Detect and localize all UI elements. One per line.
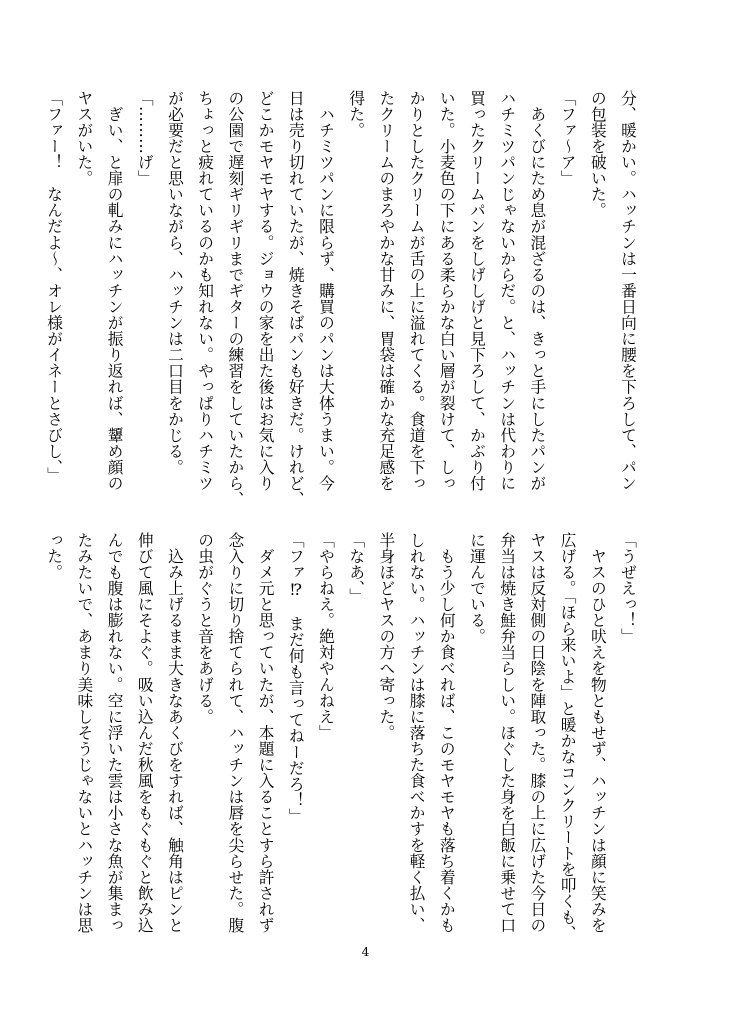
text-line: ちょっと疲れているのかも知れない。やっぱりハチミツ [196,90,216,492]
text-line: どこかモヤモヤする。ジョウの家を出た後はお気に入り [256,90,276,492]
text-line: の包装を破いた。 [588,90,608,219]
text-line: ダメ元と思っていたが、本題に入ることすら許されず [256,532,276,934]
text-line: あくびにため息が混ざるのは、きっと手にしたパンが [528,90,548,492]
text-line: 「うぜえっ！」 [619,532,638,645]
text-line: った。 [45,532,65,581]
text-line: 「なあ、」 [347,532,367,605]
text-line: ハチミツパンに限らず、購買のパンは大体うまい。今 [316,90,336,492]
text-line: ヤスは反対側の日陰を陣取った。膝の上に広げた今日の [528,532,548,934]
text-line: 「………げ」 [135,90,155,187]
text-line: ヤスのひと吠えを物ともせず、ハッチンは顔に笑みを [588,532,608,934]
text-line: 得た。 [347,90,367,139]
text-line: 分、暖かい。ハッチンは一番日向に腰を下ろして、パン [619,90,638,492]
text-line: 広げる。「ほら来いよ」と暖かなコンクリートを叩くも、 [558,532,578,942]
text-line: しれない。ハッチンは膝に落ちた食べかすを軽く払い、 [407,532,427,934]
text-line: の虫がぐうと音をあげる。 [196,532,216,725]
text-line: かりとしたクリームが舌の上に溢れてくる。食道を下っ [407,90,427,492]
text-line: ヤスがいた。 [75,90,95,187]
text-line: んでも腹は膨れない。空に浮いた雲は小さな魚が集まっ [105,532,125,934]
text-line: たみたいで、あまり美味しそうじゃないとハッチンは思 [75,532,95,934]
text-line: が必要だと思いながら、ハッチンは二口目をかじる。 [165,90,185,476]
text-line: いた。小麦色の下にある柔らかな白い層が裂けて、しっ [437,90,457,492]
text-line: ハチミツパンじゃないからだ。と、ハッチンは代わりに [498,90,518,492]
text-line: 「ファ〜ア」 [558,90,578,187]
text-line: 「ファー！ なんだよ〜、オレ様がイネーとさびし、」 [45,90,65,484]
text-line: 半身ほどヤスの方へ寄った。 [377,532,397,741]
text-line: 弁当は焼き鮭弁当らしい。ほぐした身を白飯に乗せて口 [498,532,518,934]
text-line: 「ファ⁉ まだ何も言ってねーだろ！」 [286,532,306,825]
text-line: の公園で遅刻ギリギリまでギターの練習をしていたから、 [226,90,246,508]
text-line: 「やらねえ。絶対やんねえ」 [316,532,336,741]
lower-text-block [45,532,643,944]
text-line: 買ったクリームパンをしげしげと見下ろして、かぶり付 [467,90,487,492]
text-line: に運んでいる。 [467,532,487,645]
text-line: たクリームのまろやかな甘みに、胃袋は確かな充足感を [377,90,397,492]
page-number: 4 [361,945,370,959]
text-line: ぎい、と扉の軋みにハッチンが振り返れば、顰め顔の [105,90,125,492]
text-line: 伸びて風にそよぐ。吸い込んだ秋風をもぐもぐと飲み込 [135,532,155,934]
text-line: 念入りに切り捨てられて、ハッチンは唇を尖らせた。腹 [226,532,246,934]
text-line: 込み上げるまま大きなあくびをすれば、触角はピンと [165,532,185,934]
upper-text-block [45,90,643,508]
text-line: もう少し何か食べれば、このモヤモヤも落ち着くかも [437,532,457,934]
text-line: 日は売り切れていたが、焼きそばパンも好きだ。けれど、 [286,90,306,508]
